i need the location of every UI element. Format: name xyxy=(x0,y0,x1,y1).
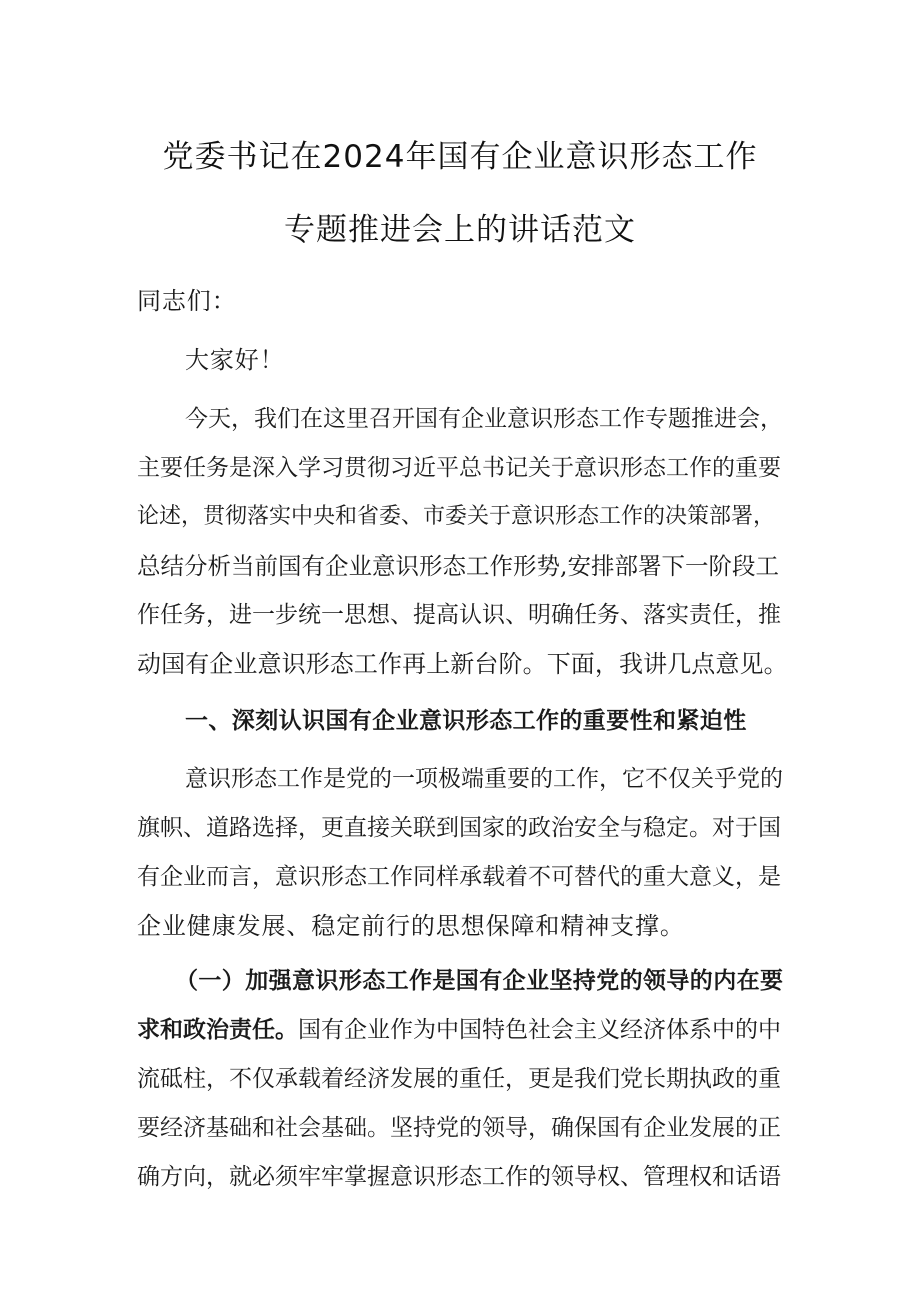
subsection-1-heading-line-1: （一）加强意识形态工作是国有企业坚持党的领导的内在要 xyxy=(175,968,784,994)
intro-line-5: 作任务，进一步统一思想、提高认识、明确任务、落实责任，推 xyxy=(137,602,781,628)
subsection-1-line-5: 确方向，就必须牢牢掌握意识形态工作的领导权、管理权和话语 xyxy=(137,1164,781,1190)
subsection-1-line-2 xyxy=(137,1015,787,1045)
intro-line-3: 论述，贯彻落实中央和省委、市委关于意识形态工作的决策部署， xyxy=(137,504,776,529)
section-1-line-1: 意识形态工作是党的一项极端重要的工作，它不仅关乎党的 xyxy=(185,766,783,792)
section-1-line-4: 企业健康发展、稳定前行的思想保障和精神支撑。 xyxy=(137,912,685,940)
document-title-line-2: 专题推进会上的讲话范文 xyxy=(284,212,636,248)
section-1-heading: 一、深刻认识国有企业意识形态工作的重要性和紧迫性 xyxy=(185,708,747,734)
subsection-1-line-3: 流砥柱，不仅承载着经济发展的重任，更是我们党长期执政的重 xyxy=(137,1066,781,1092)
intro-line-1: 今天，我们在这里召开国有企业意识形态工作专题推进会， xyxy=(185,406,783,432)
subsection-1-line-4: 要经济基础和社会基础。坚持党的领导，确保国有企业发展的正 xyxy=(137,1115,781,1141)
document-title-line-1: 党委书记在2024年国有企业意识形态工作 xyxy=(162,139,758,175)
intro-line-6: 动国有企业意识形态工作再上新台阶。下面，我讲几点意见。 xyxy=(137,650,788,678)
intro-line-4: 总结分析当前国有企业意识形态工作形势,安排部署下一阶段工 xyxy=(137,552,779,580)
subsection-1-heading-line-2: 求和政治责任。 xyxy=(137,1017,298,1043)
section-1-line-2: 旗帜、道路选择，更直接关联到国家的政治安全与稳定。对于国 xyxy=(137,815,781,841)
subsection-1-line-2-text: 国有企业作为中国特色社会主义经济体系中的中 xyxy=(298,1017,781,1043)
greeting: 大家好！ xyxy=(185,346,285,374)
section-1-line-3: 有企业而言，意识形态工作同样承载着不可替代的重大意义，是 xyxy=(137,864,781,890)
intro-line-2: 主要任务是深入学习贯彻习近平总书记关于意识形态工作的重要 xyxy=(137,455,781,481)
salutation: 同志们： xyxy=(137,287,237,315)
